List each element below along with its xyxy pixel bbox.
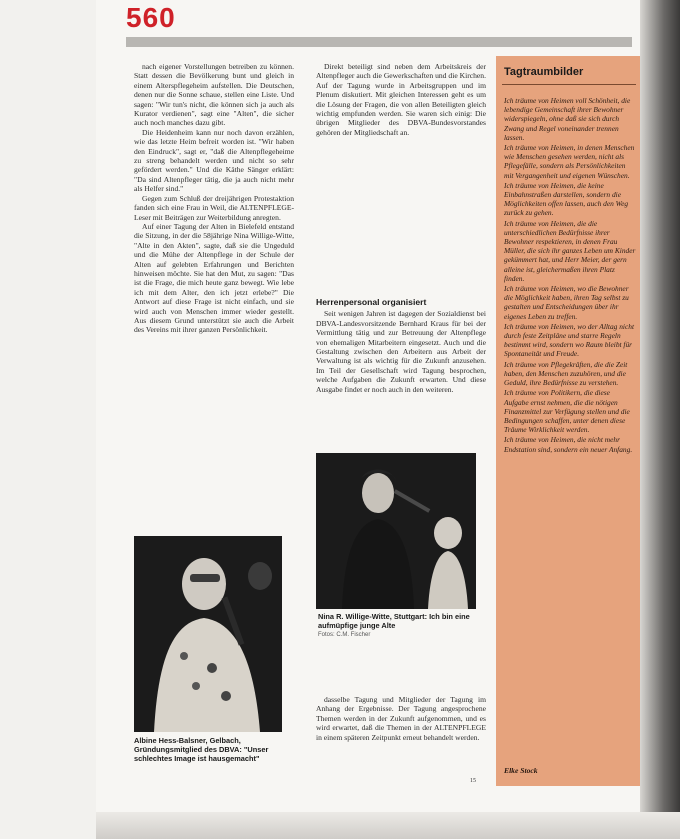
header-rule [126,37,632,47]
photo-1-image [134,536,282,732]
binding-shadow [640,0,680,839]
sidebar-paragraph: Ich träume von Heimen, in denen Menschen wie Menschen gesehen werden, nicht als Pflegefälle, sondern als Persönlichkeiten mit Vergangenheit und eigenen Wünschen. [504,143,635,180]
bottom-shadow [96,812,680,839]
sidebar-paragraph: Ich träume von Heimen, die nicht mehr Endstation sind, sondern ein neuer Anfang. [504,435,633,454]
sidebar-paragraph: Ich träume von Heimen voll Schönheit, die lebendige Gemeinschaft ihrer Bewohner widerspiegeln, ohne daß sie sich durch Zwang und Regel voneinander trennen lassen. [504,96,631,142]
sidebar-paragraph: Ich träume von Politikern, die diese Aufgabe ernst nehmen, die die nötigen Finanzmittel zur Verfügung stellen und die Bedingungen schaffen, unter denen diese Träume Wirklichkeit werden. [504,388,630,435]
photo-nina-willige-witte [316,453,476,609]
page-number: 560 [126,2,176,33]
folio: 15 [470,778,476,784]
sidebar-paragraph: Ich träume von Pflegekräften, die die Zeit haben, den Menschen zuzuhören, und die Geduld, ihre Bedürfnisse zu verstehen. [504,359,628,388]
left-paragraph: Gegen zum Schluß der dreijährigen Protestaktion fanden sich eine Frau in Weil, die ALTENPFLEGE-Leser mit Beiträgen zur Weiterbildung anregten. [134,193,294,222]
photo-2-caption-text: Nina R. Willige-Witte, Stuttgart: Ich bin eine aufmüpfige junge Alte [318,612,470,630]
left-paragraph: Die Heidenheim kann nur noch davon erzählen, wie das letzte Heim befreit worden ist. "Wir haben den Eindruck", sagt er, "daß die Altenpflegeheime zu streng behandelt werden und nicht so sehr gefördert werden." Und die Käthe Sänger erklärt: "Da sind Altenpfleger tätig, die ja auch nicht mehr als Helfer sind." [134,127,294,194]
middle-column-top [316,62,486,137]
sidebar-author: Elke Stock [504,766,538,775]
section-heading: Herrenpersonal organisiert [316,297,427,307]
sidebar-title: Tagtraumbilder [504,66,584,78]
middle-column-bottom [316,695,486,742]
photo-2-image [316,453,476,609]
sidebar-rule [502,84,636,85]
sidebar-paragraph: Ich träume von Heimen, die die unterschiedlichen Bedürfnisse ihrer Bewohner respektieren, in denen Frau Müller, die sich ihr ganzes Leben um Kinder gekümmert hat, und Herr Meier, der gern alleine ist, gleichermaßen ihren Platz finden. [504,218,636,283]
photo-credit: Fotos: C.M. Fischer [318,631,371,638]
sidebar-body [504,96,636,455]
section-paragraph: Seit wenigen Jahren ist dagegen der Sozialdienst bei DBVA-Landesvorsitzende Bernhard Kraus für bei der Vermittlung tätig und zur Betreuung der Altenpflege von ehemaligen Mitarbeitern eingesetzt. Auch und die Gestaltung zwischen den Arbeitern aus Arbeit der Verwaltung ist als wichtig für die Zukunft anzusehen. Im Teil der Gesellschaft wird Tagung besprochen, welche Aufgaben die Zukunft erwarten. Und diese Ausgabe findet er noch auch in den weiteren. [316,309,486,394]
left-column [134,62,294,335]
middle-paragraph: Direkt beteiligt sind neben dem Arbeitskreis der Altenpfleger auch die Gewerkschaften und die Kirchen. Auf der Tagung wurde in Arbeitsgruppen und im Plenum diskutiert. Mit gleichen Interessen geht es um die Lösung der Fragen, die von allen Beteiligten gleich wichtig empfunden werden. Sie waren sich einig: Die übrigen Mitglieder des DBVA-Bundesvorstandes gehören der Mitgliedschaft an. [316,62,486,137]
photo-2-caption [318,613,478,639]
closing-paragraph: dasselbe Tagung und Mitglieder der Tagung im Anhang der Ergebnisse. Der Tagung angesprochene Themen werden in der Zukunft aufgenommen, und es wird erwartet, daß die Themen in der ALTENPFLEGE in einem späteren Zeitpunkt erneut behandelt werden. [316,695,486,742]
sidebar-paragraph: Ich träume von Heimen, wo der Alltag nicht durch feste Zeitpläne und starre Regeln bestimmt wird, sondern wo Raum bleibt für Spontaneität und Freude. [504,321,634,359]
photo-1-caption: Albine Hess-Balsner, Gelbach, Gründungsmitglied des DBVA: "Unser schlechtes Image ist hausgemacht" [134,736,269,763]
left-paragraph: Auf einer Tagung der Alten in Bielefeld entstand die Sitzung, in der die 58jährige Nina Willige-Witte, "Alte in den Akten", sagte, daß sie die Ungeduld und die Mühe der Altenpflege in der Schule der Alten auf gelebten Erfahrungen und Berichten hinweisen möchte. Sie hat den Mut, zu sagen: "Das ist die Frage, die mich heute ganz bewegt. Wie lebe ich mit dem Alter, den ich jetzt erlebe?" Die Antwort auf diese Frage ist nicht einfach, und sie wird auch von Menschen immer wieder gestellt. Aus diesem Grund unterstützt sie auch die Arbeit des Vereins mit ihrer ganzen Persönlichkeit. [134,221,294,335]
left-paragraph: nach eigener Vorstellungen betreiben zu können. Statt dessen die Bevölkerung bunt und gleich in einem Alterspflegeheim aufstellen. Die Deutschen, denen nur die Sonne schaue, stellen eine Liste. Und sagen: "Wir tun's nicht, die können sich ja auch als Kurator verdienen", sagt eine "Alten", die sicher auch noch manches dazu gibt. [134,62,294,128]
middle-column-section [316,298,486,394]
sidebar-paragraph: Ich träume von Heimen, die keine Einbahnstraßen darstellen, sondern die Möglichkeiten offen lassen, auch den Weg zurück zu gehen. [504,180,629,218]
sidebar-paragraph: Ich träume von Heimen, wo die Bewohner die Möglichkeit haben, ihren Tag selbst zu gestalten und Entscheidungen über ihr eigenes Leben zu treffen. [504,284,629,321]
photo-albine-hess-balsner [134,536,282,732]
